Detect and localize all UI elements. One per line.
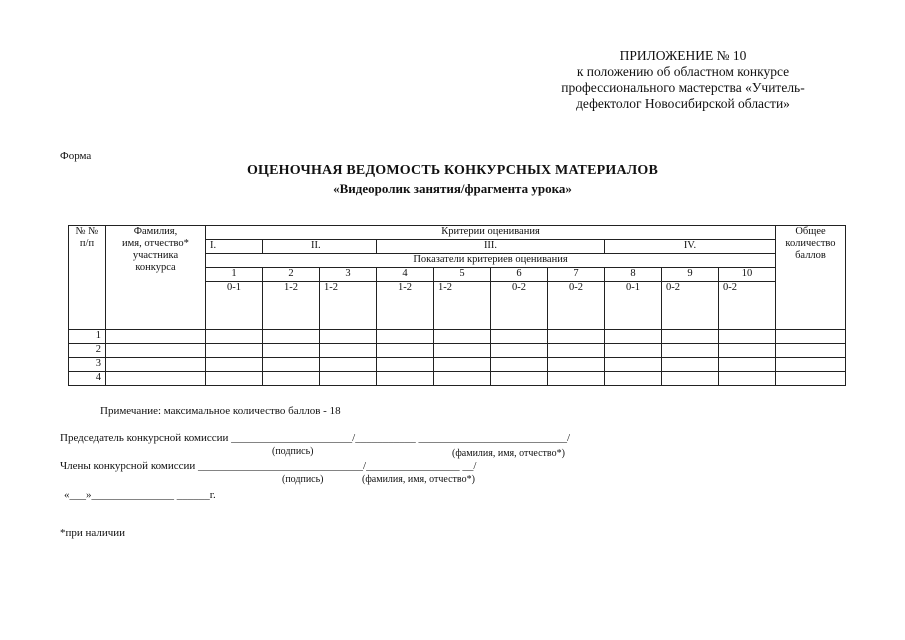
score-cell[interactable] (377, 372, 434, 386)
indicator-number: 7 (548, 268, 605, 282)
chair-signature-line: Председатель конкурсной комиссии ______________________/___________ ___________________________/ (60, 432, 571, 444)
score-cell[interactable] (320, 358, 377, 372)
score-range: 1-2 (263, 282, 320, 330)
criteria-group: IV. (605, 240, 776, 254)
page-title: ОЦЕНОЧНАЯ ВЕДОМОСТЬ КОНКУРСНЫХ МАТЕРИАЛОВ (246, 163, 659, 178)
score-range: 0-1 (605, 282, 662, 330)
total-cell[interactable] (776, 358, 846, 372)
total-header-line: баллов (795, 250, 826, 261)
score-cell[interactable] (605, 330, 662, 344)
score-cell[interactable] (377, 330, 434, 344)
score-range: 0-1 (206, 282, 263, 330)
score-cell[interactable] (320, 330, 377, 344)
score-cell[interactable] (548, 330, 605, 344)
indicator-number: 9 (662, 268, 719, 282)
score-range: 1-2 (377, 282, 434, 330)
score-cell[interactable] (605, 344, 662, 358)
score-cell[interactable] (206, 330, 263, 344)
chair-sign-caption: (подпись) (272, 446, 314, 457)
table-row (69, 344, 846, 358)
score-range: 0-2 (662, 282, 719, 330)
score-cell[interactable] (206, 344, 263, 358)
score-cell[interactable] (263, 330, 320, 344)
indicator-number: 10 (719, 268, 776, 282)
total-header-cell (776, 226, 846, 330)
members-sign-caption: (подпись) (282, 474, 324, 485)
footnote: *при наличии (60, 527, 126, 539)
score-cell[interactable] (491, 330, 548, 344)
total-cell[interactable] (776, 344, 846, 358)
score-cell[interactable] (719, 344, 776, 358)
score-cell[interactable] (662, 358, 719, 372)
score-cell[interactable] (491, 358, 548, 372)
score-cell[interactable] (434, 372, 491, 386)
table-row (69, 330, 846, 344)
score-cell[interactable] (548, 372, 605, 386)
row-number: 1 (69, 330, 106, 344)
score-range: 0-2 (719, 282, 776, 330)
name-header-line: конкурса (135, 262, 176, 273)
table-row (69, 372, 846, 386)
name-header-line: Фамилия, (133, 226, 178, 237)
appendix-line: профессионального мастерства «Учитель- (561, 80, 805, 95)
total-cell[interactable] (776, 330, 846, 344)
indicator-number: 1 (206, 268, 263, 282)
name-cell[interactable] (106, 372, 206, 386)
criteria-group: I. (206, 240, 263, 254)
total-header-line: количество (785, 238, 836, 249)
score-cell[interactable] (605, 372, 662, 386)
name-cell[interactable] (106, 344, 206, 358)
score-range: 1-2 (320, 282, 377, 330)
appendix-number: ПРИЛОЖЕНИЕ № 10 (619, 48, 747, 63)
number-header-line: п/п (79, 238, 95, 249)
score-cell[interactable] (605, 358, 662, 372)
appendix-line: к положению об областном конкурсе (576, 64, 790, 79)
name-header-cell (106, 226, 206, 330)
number-header-line: № № (75, 226, 99, 237)
criteria-header: Критерии оценивания (206, 226, 776, 240)
name-header-line: участника (132, 250, 179, 261)
score-cell[interactable] (434, 358, 491, 372)
score-cell[interactable] (263, 372, 320, 386)
indicator-number: 8 (605, 268, 662, 282)
row-number: 2 (69, 344, 106, 358)
score-range: 1-2 (434, 282, 491, 330)
evaluation-table (68, 225, 846, 386)
score-range: 0-2 (548, 282, 605, 330)
score-cell[interactable] (263, 344, 320, 358)
total-cell[interactable] (776, 372, 846, 386)
criteria-group: III. (377, 240, 605, 254)
total-header-line: Общее (795, 226, 826, 237)
score-cell[interactable] (662, 372, 719, 386)
score-cell[interactable] (719, 330, 776, 344)
number-header-cell (69, 226, 106, 330)
score-cell[interactable] (719, 358, 776, 372)
indicator-number: 3 (320, 268, 377, 282)
score-cell[interactable] (434, 330, 491, 344)
appendix-line: дефектолог Новосибирской области» (576, 96, 790, 111)
score-cell[interactable] (548, 358, 605, 372)
indicator-number: 2 (263, 268, 320, 282)
score-cell[interactable] (662, 330, 719, 344)
score-cell[interactable] (491, 372, 548, 386)
name-cell[interactable] (106, 358, 206, 372)
score-cell[interactable] (263, 358, 320, 372)
table-row (69, 358, 846, 372)
score-cell[interactable] (719, 372, 776, 386)
name-cell[interactable] (106, 330, 206, 344)
score-range: 0-2 (491, 282, 548, 330)
score-cell[interactable] (377, 344, 434, 358)
score-cell[interactable] (662, 344, 719, 358)
score-cell[interactable] (320, 372, 377, 386)
score-cell[interactable] (377, 358, 434, 372)
score-cell[interactable] (206, 358, 263, 372)
page-subtitle: «Видеоролик занятия/фрагмента урока» (333, 181, 572, 196)
date-line: «___»_______________ ______г. (64, 489, 216, 501)
score-cell[interactable] (434, 344, 491, 358)
score-cell[interactable] (548, 344, 605, 358)
score-cell[interactable] (320, 344, 377, 358)
indicator-number: 4 (377, 268, 434, 282)
name-header-line: имя, отчество* (122, 238, 189, 249)
chair-name-caption: (фамилия, имя, отчество*) (452, 448, 565, 459)
form-label: Форма (60, 150, 92, 162)
max-score-note: Примечание: максимальное количество баллов - 18 (100, 405, 341, 417)
score-cell[interactable] (491, 344, 548, 358)
indicators-header: Показатели критериев оценивания (206, 254, 776, 268)
indicator-number: 6 (491, 268, 548, 282)
criteria-group: II. (263, 240, 377, 254)
row-number: 4 (69, 372, 106, 386)
indicator-number: 5 (434, 268, 491, 282)
members-signature-line: Члены конкурсной комиссии ______________________________/_________________ __/ (60, 460, 477, 472)
score-cell[interactable] (206, 372, 263, 386)
appendix-block (543, 48, 823, 112)
members-name-caption: (фамилия, имя, отчество*) (362, 474, 475, 485)
row-number: 3 (69, 358, 106, 372)
